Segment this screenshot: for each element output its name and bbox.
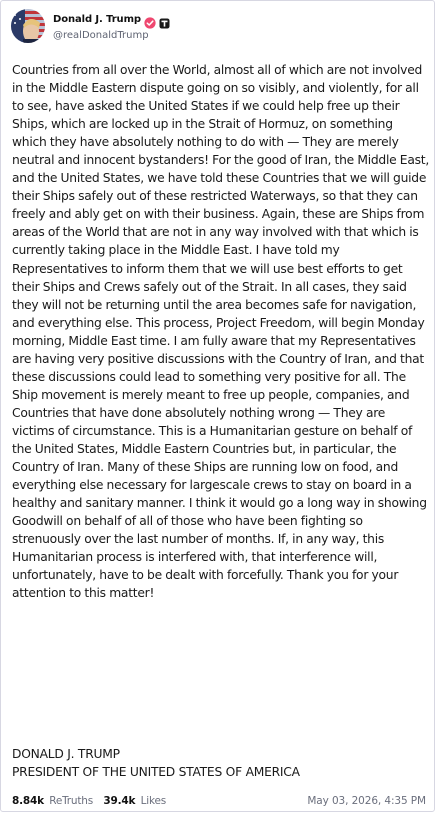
truth-social-badge-icon — [159, 14, 170, 25]
retruths-label: ReTruths — [49, 795, 94, 807]
profile-avatar-flag-icon — [11, 9, 45, 43]
post-footer — [12, 795, 430, 811]
likes-stat[interactable] — [103, 795, 166, 807]
retruths-count: 8.84k — [12, 795, 44, 807]
post-stats — [12, 795, 173, 807]
post-body — [12, 61, 430, 602]
signature-title: PRESIDENT OF THE UNITED STATES OF AMERICA — [12, 765, 300, 780]
display-name[interactable]: Donald J. Trump — [53, 14, 141, 25]
likes-count: 39.4k — [103, 795, 136, 807]
signature-name: DONALD J. TRUMP — [12, 747, 120, 761]
retruths-stat[interactable] — [12, 795, 96, 807]
post-header — [11, 9, 426, 45]
avatar[interactable] — [11, 9, 45, 43]
post-timestamp[interactable]: May 03, 2026, 4:35 PM — [307, 795, 426, 807]
verified-check-icon — [144, 14, 156, 26]
likes-label: Likes — [140, 795, 166, 807]
name-row — [53, 12, 170, 27]
post-signature — [12, 745, 430, 781]
post-text: Countries from all over the World, almost all of which are not involved in the Middle Eastern dispute going on so visibly, and violently, for all to see, have asked the United States if we could help free up their Ships, which are locked up in the Strait of Hormuz, on something which they have absolutely nothing to do with — They are merely neutral and innocent bystanders! For the good of Iran, the Middle East, and the United States, we have told these Countries that we will guide their Ships safely out of these restricted Waterways, so that they can freely and ably get on with their business. Again, these are Ships from areas of the World that are not in any way involved with that which is currently taking place in the Middle East. I have told my Representatives to inform them that we will use best efforts to get their Ships and Crews safely out of the Strait. In all cases, they said they will not be returning until the area becomes safe for navigation, and everything else. This process, Project Freedom, will begin Monday morning, Middle East time. I am fully aware that my Representatives are having very positive discussions with the Country of Iran, and that these discussions could lead to something very positive for all. The Ship movement is merely meant to free up people, companies, and Countries that have done absolutely nothing wrong — They are victims of circumstance. This is a Humanitarian gesture on behalf of the United States, Middle Eastern Countries but, in particular, the Country of Iran. Many of these Ships are running low on food, and everything else necessary for largescale crews to stay on board in a healthy and sanitary manner. I think it would go a long way in showing Goodwill on behalf of all of those who have been fighting so strenuously over the last number of months. If, in any way, this Humanitarian process is interfered with, that interference will, unfortunately, have to be dealt with forcefully. Thank you for your attention to this matter! — [12, 63, 430, 601]
user-handle[interactable]: @realDonaldTrump — [53, 30, 149, 41]
